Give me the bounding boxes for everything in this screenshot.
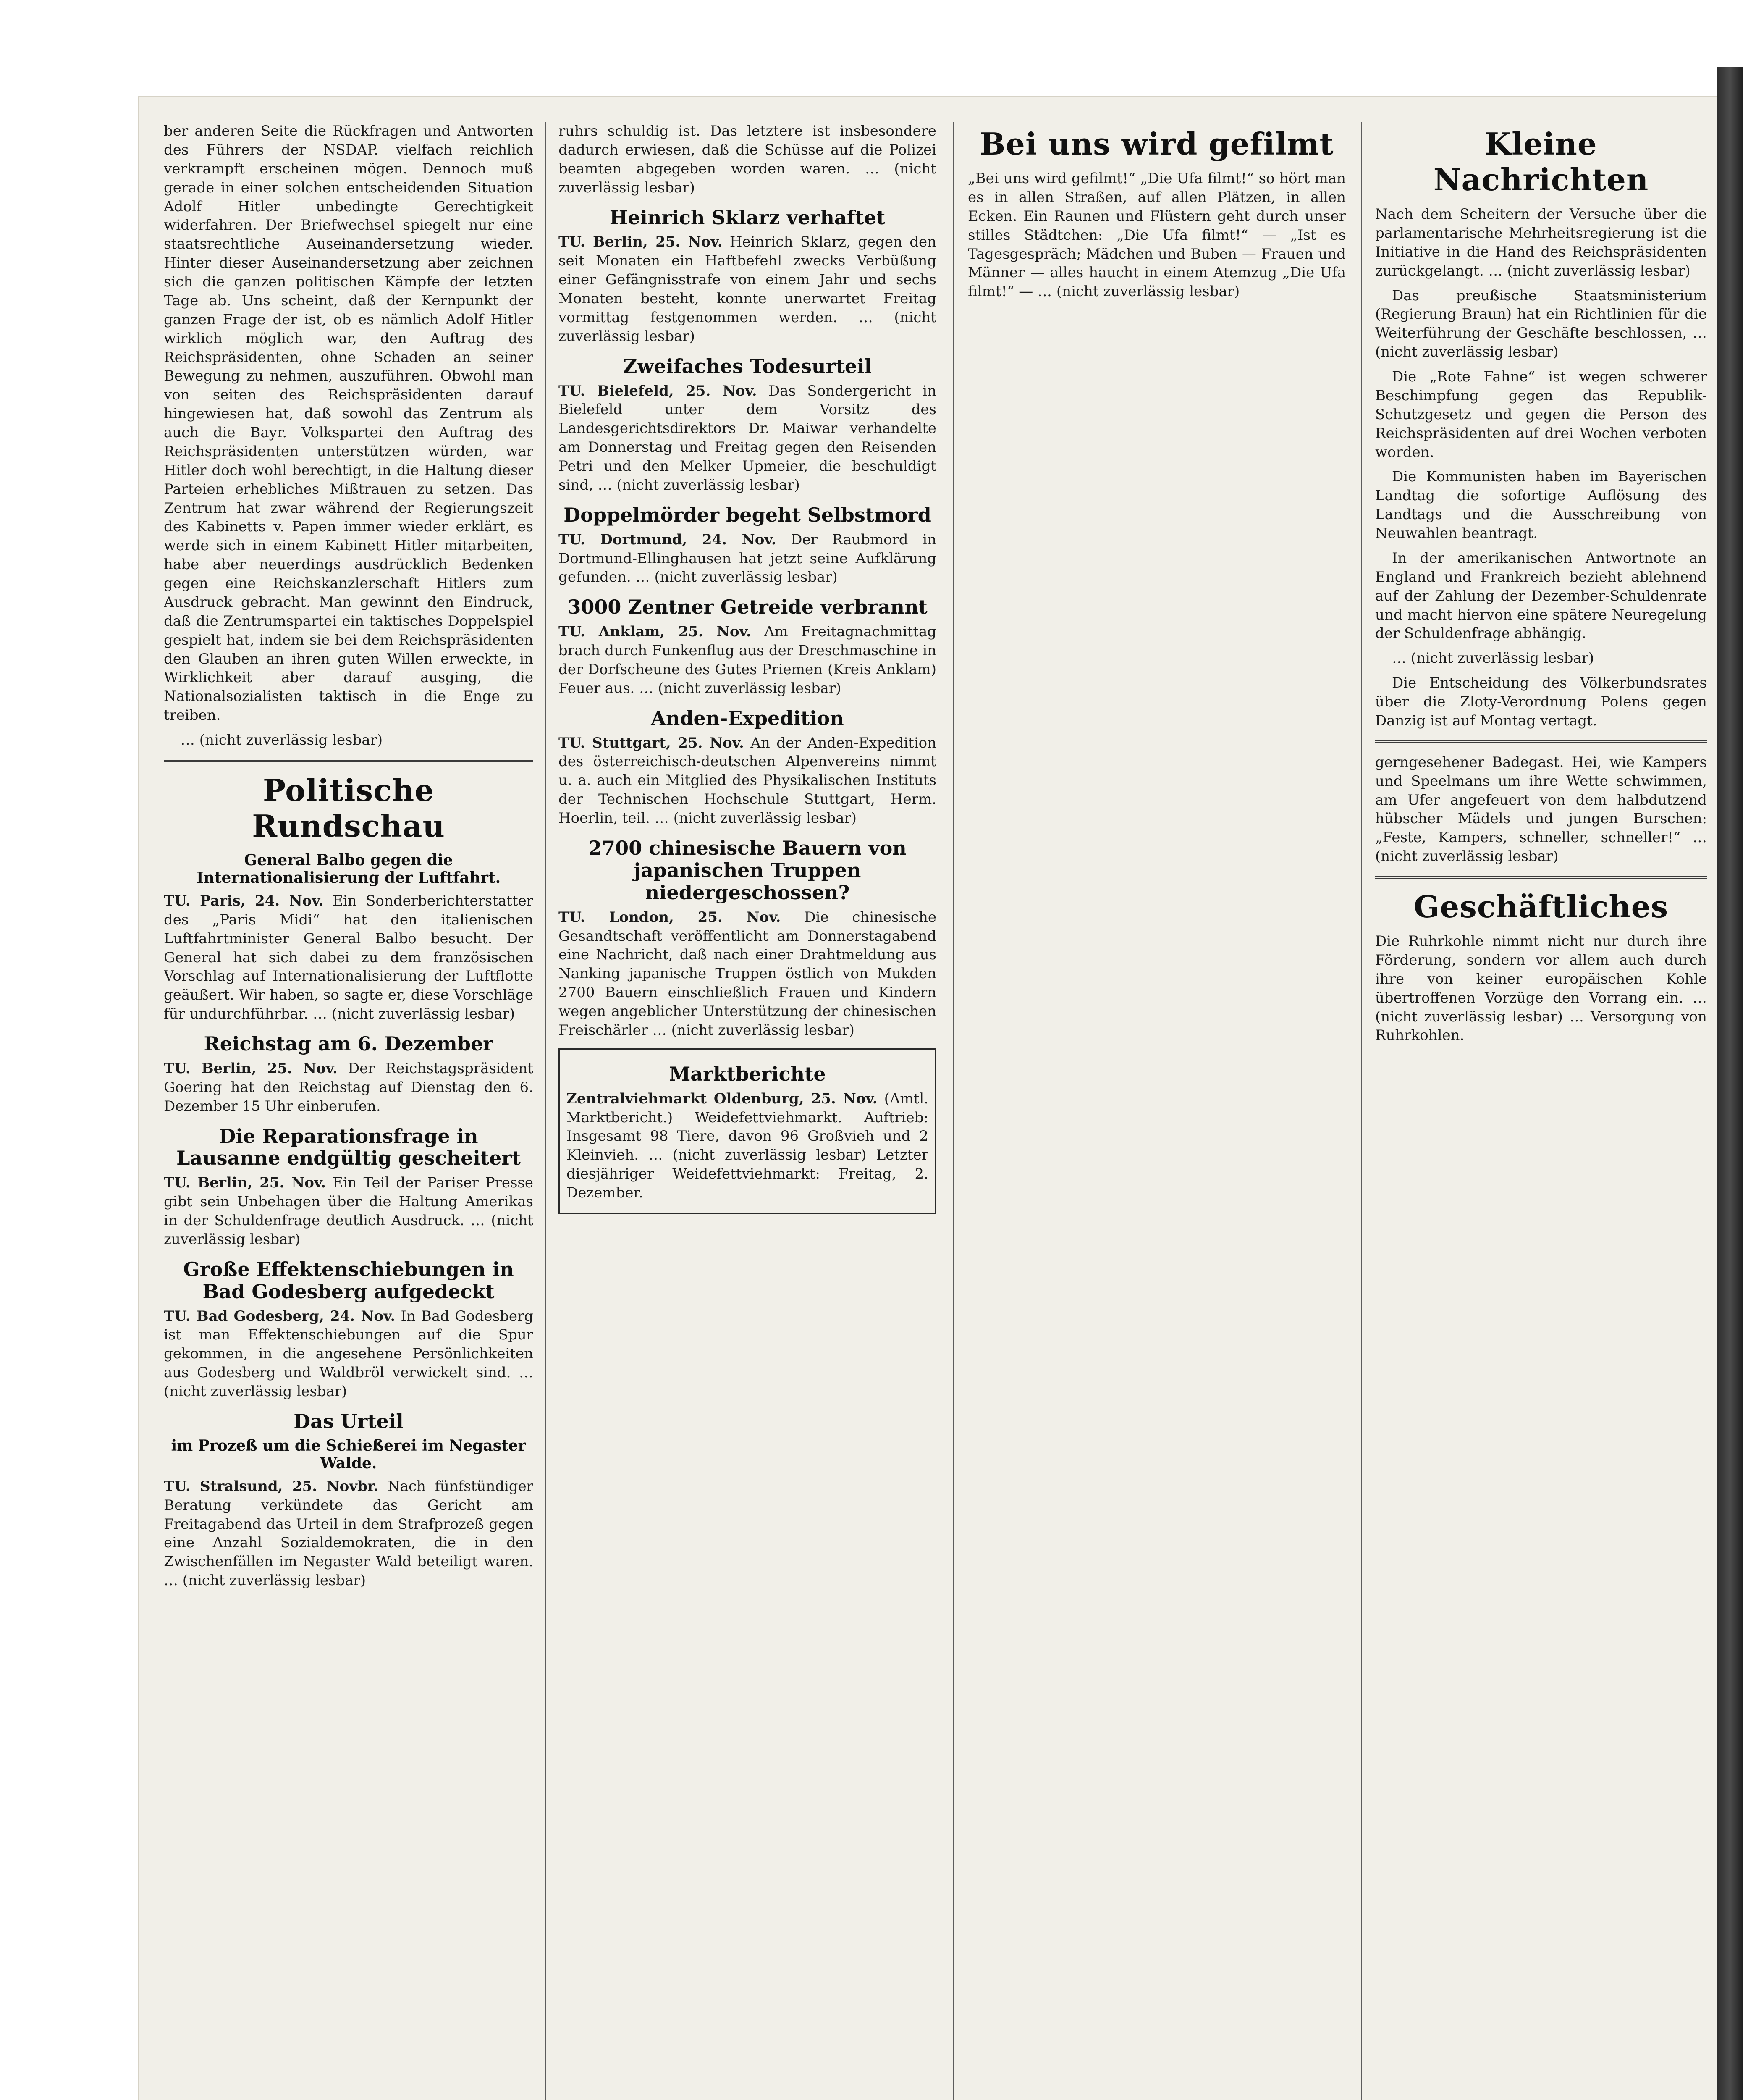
news-item: In der amerikanischen Antwortnote an England und Frankreich bezieht ablehnend auf der Zahlung der Dezember-Schuldenrate und macht hiervon eine spätere Neuregelung der Schuldenfrage abhängig. — [1375, 549, 1707, 642]
article-text: Heinrich Sklarz, gegen den seit Monaten ein Haftbefehl zwecks Verbüßung einer Gefängnisstrafe von einem Jahr und sechs Monaten besteht, konnte unerwartet Freitag vormittag festgenommen werden. … (nicht zuverlässig lesbar) — [558, 234, 936, 345]
article-text: An der Anden-Expedition des österreichisch-deutschen Alpenvereins nimmt u. a. auch ein Mitglied des Physikalischen Instituts der Technischen Hochschule Stuttgart, Herm. Hoerlin, teil. … (nicht zuverlässig lesbar) — [558, 734, 936, 827]
article-body — [558, 734, 936, 828]
article-headline: 3000 Zentner Getreide verbrannt — [567, 596, 928, 619]
market-report-heading: Marktberichte — [669, 1062, 826, 1085]
article-body — [566, 1089, 928, 1202]
feature-text: „Bei uns wird gefilmt!“ „Die Ufa filmt!“ so hört man es in allen Straßen, auf allen Plätzen, in allen Ecken. Ein Raunen und Flüstern geht durch unser stilles Städtchen: „Die Ufa filmt!“ — „Ist es Tagesgespräch; Mädchen und Buben — Frauen und Männer — alles haucht in einem Atemzug „Die Ufa filmt!“ — … (nicht zuverlässig lesbar) — [968, 170, 1346, 300]
article-body — [164, 1173, 533, 1249]
section-heading-politische-rundschau: Politische Rundschau — [252, 772, 445, 844]
column-rule — [545, 122, 546, 2100]
article-body — [558, 382, 936, 495]
article-text: Am Freitagnachmittag brach durch Funkenflug aus der Dreschmaschine in der Dorfscheune des Gutes Priemen (Kreis Anklam) Feuer aus. … (nicht zuverlässig lesbar) — [558, 623, 936, 697]
article-text: (Amtl. Marktbericht.) Weidefettviehmarkt. Auftrieb: Insgesamt 98 Tiere, davon 96 Großvieh und 2 Kleinvieh. … (nicht zuverlässig lesbar) Letzter diesjähriger Weidefettviehmarkt: Freitag, 2. Dezember. — [566, 1090, 928, 1202]
feature-headline: Bei uns wird gefilmt — [980, 126, 1334, 162]
article-headline: General Balbo gegen die Internationalisierung der Luftfahrt. — [196, 851, 501, 887]
article-dateline: TU. Berlin, 25. Nov. — [558, 234, 723, 251]
article-headline: Zweifaches Todesurteil — [623, 354, 872, 378]
news-item: … (nicht zuverlässig lesbar) — [1392, 650, 1594, 667]
article-body — [558, 530, 936, 587]
section-divider — [1375, 876, 1707, 879]
article-headline: Anden-Expedition — [651, 706, 844, 730]
column-rule — [953, 122, 954, 2100]
article-headline: Reichstag am 6. Dezember — [204, 1032, 493, 1055]
article-body — [164, 1059, 533, 1116]
article-dateline: TU. Stuttgart, 25. Nov. — [558, 734, 744, 751]
article-dateline: Zentralviehmarkt Oldenburg, 25. Nov. — [566, 1090, 878, 1107]
news-item: Nach dem Scheitern der Versuche über die parlamentarische Mehrheitsregierung ist die Initiative in die Hand des Reichspräsidenten zurückgelangt. … (nicht zuverlässig lesbar) — [1375, 206, 1707, 279]
article-dateline: TU. London, 25. Nov. — [558, 908, 781, 926]
article-dateline: TU. Bielefeld, 25. Nov. — [558, 382, 757, 399]
article-text: Der Raubmord in Dortmund-Ellinghausen hat jetzt seine Aufklärung gefunden. … (nicht zuverlässig lesbar) — [558, 531, 936, 586]
business-text: Die Ruhrkohle nimmt nicht nur durch ihre Förderung, sondern vor allem auch durch ihre von keiner europäischen Kohle übertroffenen Vorzüge den Vorrang ein. … (nicht zuverlässig lesbar) … Versorgung von Ruhrkohlen. — [1375, 933, 1707, 1044]
article-text: Die chinesische Gesandtschaft veröffentlicht am Donnerstagabend eine Nachricht, daß nach einer Drahtmeldung aus Nanking japanische Truppen östlich von Mukden 2700 Bauern einschließlich Frauen und Kindern wegen angeblicher Unterstützung der chinesischen Freischärler … (nicht zuverlässig lesbar) — [558, 908, 936, 1039]
newspaper-page — [139, 97, 1717, 2100]
continuation-text-unreadable: … (nicht zuverlässig lesbar) — [181, 732, 383, 748]
article-dateline: TU. Stralsund, 25. Novbr. — [164, 1478, 379, 1495]
article-dateline: TU. Berlin, 25. Nov. — [164, 1174, 326, 1192]
article-text: Das Sondergericht in Bielefeld unter dem Vorsitz des Landesgerichtsdirektors Dr. Maiwar verhandelte am Donnerstag und Freitag gegen den Reisenden Petri und den Melker Upmeier, die beschuldigt sind, … (nicht zuverlässig lesbar) — [558, 382, 936, 494]
article-headline: Doppelmörder begeht Selbstmord — [563, 503, 931, 526]
news-item: Die „Rote Fahne“ ist wegen schwerer Beschimpfung gegen das Republik-Schutzgesetz und gegen die Person des Reichspräsidenten auf drei Wochen verboten worden. — [1375, 368, 1707, 461]
article-text: Ein Teil der Pariser Presse gibt sein Unbehagen über die Haltung Amerikas in der Schuldenfrage deutlich Ausdruck. … (nicht zuverlässig lesbar) — [164, 1174, 533, 1248]
article-headline: 2700 chinesische Bauern von japanischen Truppen niedergeschossen? — [588, 836, 907, 904]
news-item: Die Entscheidung des Völkerbundsrates über die Zloty-Verordnung Polens gegen Danzig ist auf Montag vertagt. — [1375, 675, 1707, 729]
article-text: Ein Sonderberichterstatter des „Paris Midi“ hat den italienischen Luftfahrtminister General Balbo besucht. Der General hat sich dabei zu dem französischen Vorschlag auf Internationalisierung der Luftflotte geäußert. Wir haben, so sagte er, diese Vorschläge für undurchführbar. … (nicht zuverlässig lesbar) — [164, 892, 533, 1023]
section-heading-kleine-nachrichten: Kleine Nachrichten — [1433, 126, 1649, 197]
article-subheadline: im Prozeß um die Schießerei im Negaster Walde. — [171, 1436, 526, 1472]
article-dateline: TU. Berlin, 25. Nov. — [164, 1060, 338, 1077]
market-report-box — [558, 1048, 936, 1214]
article-body — [164, 1477, 533, 1590]
article-body — [558, 233, 936, 346]
article-headline: Große Effektenschiebungen in Bad Godesberg aufgedeckt — [183, 1257, 514, 1303]
section-divider — [1375, 740, 1707, 743]
continuation-text: ber anderen Seite die Rückfragen und Antworten des Führers der NSDAP. vielfach reichlich verkrampft erscheinen mögen. Dennoch muß gerade in einer solchen entscheidenden Situation Adolf Hitler unbedingte Gerechtigkeit widerfahren. Der Briefwechsel spiegelt nur eine staatsrechtliche Auseinandersetzung wieder. Hinter dieser Auseinandersetzung aber zeichnen sich die ganzen politischen Kämpfe der letzten Tage ab. Uns scheint, daß der Kernpunkt der ganzen Frage der ist, ob es nämlich Adolf Hitler wirklich möglich war, den Auftrag des Reichspräsidenten, ohne Schaden an seiner Bewegung zu nehmen, auszuführen. Obwohl man von seiten des Reichspräsidenten darauf hingewiesen hat, daß sowohl das Zentrum als auch die Bayr. Volkspartei den Auftrag des Reichspräsidenten unterstützen würden, war Hitler doch wohl berechtigt, in die Haltung dieser Parteien erhebliches Mißtrauen zu setzen. Das Zentrum hat zwar während der Regierungszeit des Kabinetts v. Papen immer wieder erklärt, es werde sich in einem Kabinett Hitler mitarbeiten, habe aber neuerdings ausdrücklich Bedenken gegen eine Reichskanzlerschaft Hitlers zum Ausdruck gebracht. Man gewinnt den Eindruck, daß die Zentrumspartei ein taktisches Doppelspiel gespielt hat, indem sie bei dem Reichspräsidenten den Glauben an ihren guten Willen erweckte, in Wirklichkeit aber darauf ausging, die Nationalsozialisten taktisch in die Enge zu treiben. — [164, 123, 533, 724]
article-headline: Die Reparationsfrage in Lausanne endgültig gescheitert — [176, 1124, 521, 1170]
continuation-text: gerngesehener Badegast. Hei, wie Kampers und Speelmans um ihre Wette schwimmen, am Ufer angefeuert von dem halbdutzend hübscher Mädels und jungen Burschen: „Feste, Kampers, schneller, schneller!“ … (nicht zuverlässig lesbar) — [1375, 753, 1707, 865]
news-item: Die Kommunisten haben im Bayerischen Landtag die sofortige Auflösung des Landtags und die Ausschreibung von Neuwahlen beantragt. — [1375, 468, 1707, 542]
article-body — [558, 622, 936, 698]
column-rule — [1361, 122, 1362, 2100]
article-dateline: TU. Anklam, 25. Nov. — [558, 623, 751, 640]
article-body — [164, 1307, 533, 1401]
article-text: Der Reichstagspräsident Goering hat den Reichstag auf Dienstag den 6. Dezember 15 Uhr einberufen. — [164, 1060, 533, 1115]
article-text: Nach fünfstündiger Beratung verkündete das Gericht am Freitagabend das Urteil in dem Strafprozeß gegen eine Anzahl Sozialdemokraten, die in den Zwischenfällen im Negaster Wald beteiligt waren. … (nicht zuverlässig lesbar) — [164, 1478, 533, 1589]
book-spine-edge — [1717, 67, 1743, 2100]
column-3 — [968, 122, 1346, 2100]
article-headline: Heinrich Sklarz verhaftet — [609, 206, 886, 229]
article-dateline: TU. Paris, 24. Nov. — [164, 892, 324, 909]
section-heading-geschaeftliches: Geschäftliches — [1413, 889, 1669, 924]
continuation-text: ruhrs schuldig ist. Das letztere ist insbesondere dadurch erwiesen, daß die Schüsse auf die Polizei beamten abgegeben worden waren. … (nicht zuverlässig lesbar) — [558, 123, 936, 196]
section-divider — [164, 760, 533, 762]
article-headline: Das Urteil — [294, 1410, 404, 1433]
article-body — [558, 908, 936, 1040]
column-2 — [558, 122, 936, 2100]
column-1 — [164, 122, 533, 2100]
article-dateline: TU. Dortmund, 24. Nov. — [558, 531, 776, 548]
article-body — [164, 892, 533, 1024]
article-dateline: TU. Bad Godesberg, 24. Nov. — [164, 1307, 396, 1325]
article-text: In Bad Godesberg ist man Effektenschiebungen auf die Spur gekommen, in die angesehene Persönlichkeiten aus Godesberg und Waldbröl verwickelt sind. … (nicht zuverlässig lesbar) — [164, 1307, 533, 1400]
column-4 — [1375, 122, 1707, 2100]
news-item: Das preußische Staatsministerium (Regierung Braun) hat ein Richtlinien für die Weiterführung der Geschäfte beschlossen, … (nicht zuverlässig lesbar) — [1375, 287, 1707, 361]
